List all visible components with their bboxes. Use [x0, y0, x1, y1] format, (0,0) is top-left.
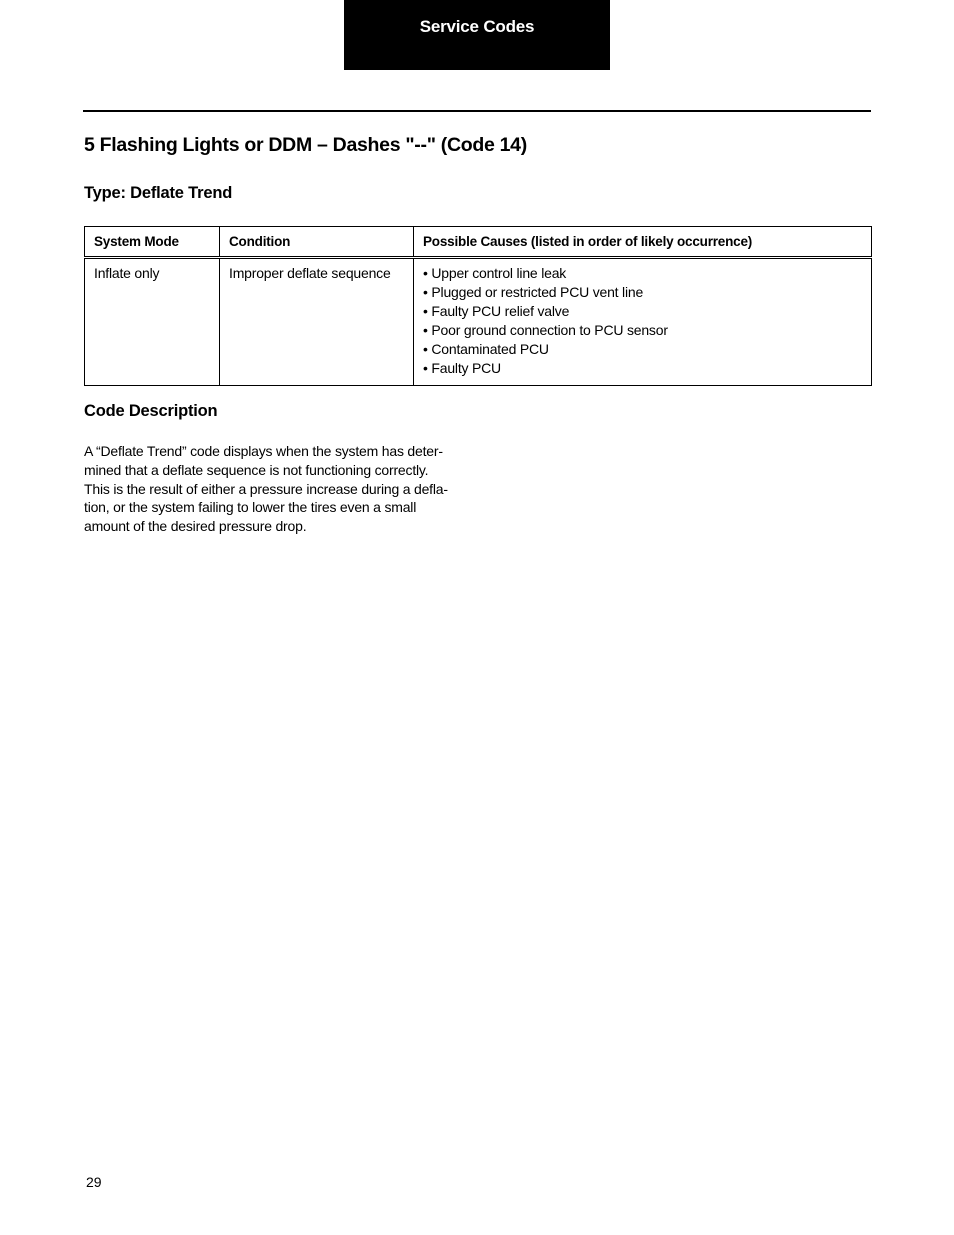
cause-item: • Poor ground connection to PCU sensor [423, 322, 668, 338]
cell-condition: Improper deflate sequence [220, 258, 414, 386]
column-header-condition: Condition [220, 227, 414, 258]
page-title: 5 Flashing Lights or DDM – Dashes "--" (Code 14) [84, 134, 527, 156]
causes-list [423, 264, 862, 378]
section-header-tab [344, 0, 610, 70]
type-heading: Type: Deflate Trend [84, 184, 233, 202]
cause-item: • Faulty PCU [423, 360, 501, 376]
cause-item: • Faulty PCU relief valve [423, 303, 570, 319]
service-code-table [84, 226, 872, 386]
cause-item: • Plugged or restricted PCU vent line [423, 284, 644, 300]
page-number: 29 [86, 1174, 102, 1190]
cause-item: • Contaminated PCU [423, 341, 549, 357]
column-header-system-mode: System Mode [85, 227, 220, 258]
code-description-heading: Code Description [84, 402, 218, 420]
description-line: A “Deflate Trend” code displays when the system has deter- [84, 443, 443, 459]
column-header-possible-causes: Possible Causes (listed in order of likely occurrence) [414, 227, 872, 258]
description-line: amount of the desired pressure drop. [84, 518, 307, 535]
top-divider [83, 110, 871, 112]
table-header-row [85, 227, 872, 258]
cause-item: • Upper control line leak [423, 265, 567, 281]
code-description-body [84, 442, 484, 536]
table-row [85, 258, 872, 386]
description-line: tion, or the system failing to lower the tires even a small [84, 499, 417, 516]
cell-system-mode: Inflate only [85, 258, 220, 386]
description-line: This is the result of either a pressure increase during a defla- [84, 480, 448, 497]
description-line: mined that a deflate sequence is not functioning correctly. [84, 461, 429, 478]
section-header-label: Service Codes [419, 17, 535, 36]
cell-possible-causes [414, 258, 872, 386]
